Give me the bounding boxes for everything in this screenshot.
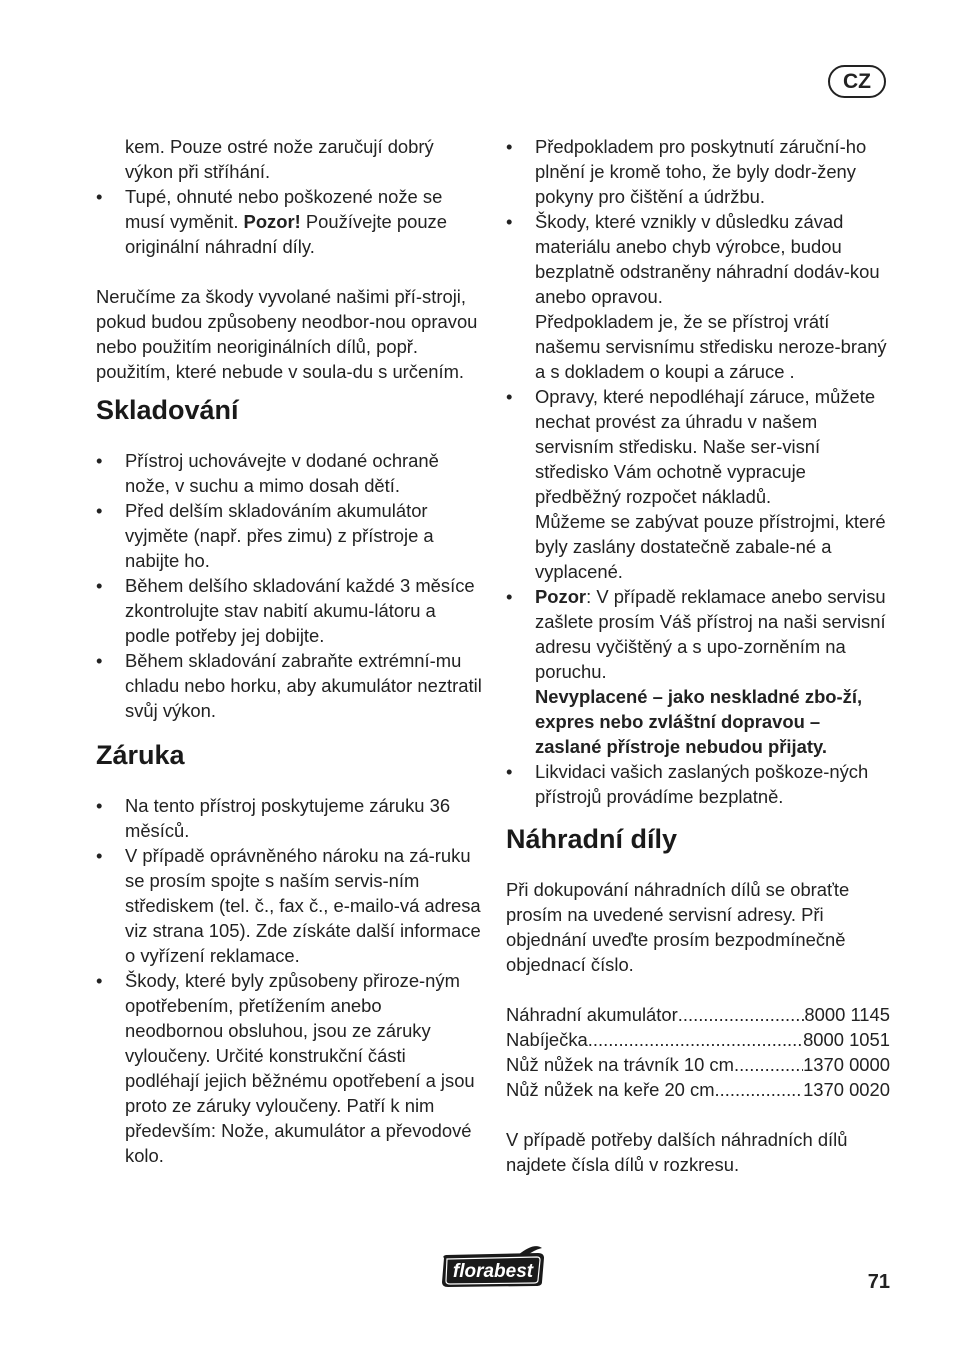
knife-list bbox=[96, 184, 484, 259]
part-number: 1370 0020 bbox=[803, 1079, 890, 1100]
part-number: 8000 1145 bbox=[804, 1004, 890, 1025]
list-item-continuation-bold bbox=[506, 684, 890, 759]
continued-list-item: kem. Pouze ostré nože zaručují dobrý výkon při stříhání. bbox=[125, 136, 434, 182]
liability-paragraph: Neručíme za škody vyvolané našimi pří-stroji, pokud budou způsobeny neodbor-nou opravou nebo použitím neoriginálních dílů, popř. použitím, které nebude v soula-du s určením. bbox=[96, 286, 478, 382]
list-item-text: : V případě reklamace anebo servisu zašlete prosím Váš přístroj na naši servisní adresu vyčištěný a s upo-zorněním na poruchu. bbox=[535, 586, 886, 682]
list-item: • Likvidaci vašich zaslaných poškoze-ných přístrojů provádíme bezplatně. bbox=[506, 759, 890, 809]
florabest-logo bbox=[438, 1246, 550, 1288]
spare-part-row bbox=[506, 1027, 890, 1052]
page-number: 71 bbox=[867, 1271, 890, 1293]
unpaid-warning: Nevyplacené – jako neskladné zbo-ží, expres nebo zvláštní dopravou – zaslané přístroje nebudou přijaty. bbox=[535, 686, 863, 757]
warranty-heading: Záruka bbox=[96, 740, 185, 770]
spare-parts-intro: Při dokupování náhradních dílů se obraťte prosím na uvedené servisní adresy. Při objednání uveďte prosím bezpodmínečně objednací číslo. bbox=[506, 879, 850, 975]
warranty-conditions-list bbox=[506, 134, 890, 809]
logo-wordmark: florabest bbox=[452, 1261, 534, 1282]
language-badge: CZ bbox=[828, 65, 886, 98]
spare-part-row bbox=[506, 1052, 890, 1077]
list-item: • Škody, které vznikly v důsledku závad materiálu anebo chyb výrobce, budou bezplatně odstraněny náhradní dodáv-kou anebo opravou. bbox=[506, 209, 890, 309]
list-item: • Během delšího skladování každé 3 měsíce zkontrolujte stav nabití akumu-látoru a podle potřeby jej dobijte. bbox=[96, 573, 484, 648]
list-item-continuation: Můžeme se zabývat pouze přístrojmi, které byly zaslány dostatečně zabale-né a vyplacené. bbox=[535, 511, 886, 582]
list-item: • Na tento přístroj poskytujeme záruku 36 měsíců. bbox=[96, 793, 484, 843]
list-item-attention bbox=[506, 584, 890, 684]
part-name: Nůž nůžek na trávník 10 cm bbox=[506, 1054, 734, 1075]
spare-parts-outro: V případě potřeby dalších náhradních dílů najdete čísla dílů v rozkresu. bbox=[506, 1129, 848, 1175]
list-item-continuation: Předpokladem je, že se přístroj vrátí našemu servisnímu středisku neroze-braný a s dokladem o koupi a záruce . bbox=[535, 311, 887, 382]
list-item: • Během skladování zabraňte extrémní-mu chladu nebo horku, aby akumulátor neztratil svůj výkon. bbox=[96, 648, 484, 723]
warranty-list bbox=[96, 793, 484, 1168]
list-item: • Předpokladem pro poskytnutí záruční-ho plnění je kromě toho, že byly dodr-ženy pokyny pro čištění a údržbu. bbox=[506, 134, 890, 209]
part-number: 8000 1051 bbox=[803, 1029, 890, 1050]
left-column bbox=[96, 134, 484, 1168]
warning-label: Pozor! bbox=[243, 211, 301, 232]
list-item: • V případě oprávněného nároku na zá-ruku se prosím spojte s naším servis-ním střediskem (tel. č., fax č., e-mailo-vá adresa viz strana 105). Zde získáte další informace o vyřízení reklamace. bbox=[96, 843, 484, 968]
part-name: Náhradní akumulátor bbox=[506, 1004, 678, 1025]
spare-part-row bbox=[506, 1002, 890, 1027]
part-number: 1370 0000 bbox=[803, 1054, 890, 1075]
part-name: Nůž nůžek na keře 20 cm bbox=[506, 1079, 715, 1100]
list-item-text: Tupé, ohnuté nebo poškozené nože se musí vyměnit. bbox=[125, 186, 443, 232]
list-item: • Před delším skladováním akumulátor vyjměte (např. přes zimu) z přístroje a nabijte ho. bbox=[96, 498, 484, 573]
storage-list bbox=[96, 448, 484, 723]
spare-parts-heading: Náhradní díly bbox=[506, 824, 678, 854]
list-item: • Škody, které byly způsobeny přiroze-ným opotřebením, přetížením anebo neodbornou obsluhou, jsou ze záruky vyloučeny. Určité konstrukční části podléhají jejich běžnému opotřebení a jsou proto ze záruky vyloučeny. Patří k nim především: Nože, akumulátor a převodové kolo. bbox=[96, 968, 484, 1168]
storage-heading: Skladování bbox=[96, 395, 239, 425]
list-item: • Přístroj uchovávejte v dodané ochraně nože, v suchu a mimo dosah dětí. bbox=[96, 448, 484, 498]
spare-parts-list bbox=[506, 1002, 890, 1102]
list-item-knives bbox=[96, 184, 484, 259]
list-item: • Opravy, které nepodléhají záruce, můžete nechat provést za úhradu v našem servisním středisku. Naše ser-visní středisko Vám ochotně vypracuje předběžný rozpočet nákladů. bbox=[506, 384, 890, 509]
attention-label: Pozor bbox=[535, 586, 587, 607]
part-name: Nabíječka bbox=[506, 1029, 588, 1050]
spare-part-row bbox=[506, 1077, 890, 1102]
right-column bbox=[506, 134, 890, 1177]
list-item-text-end: Používejte pouze originální náhradní díly. bbox=[125, 211, 447, 257]
